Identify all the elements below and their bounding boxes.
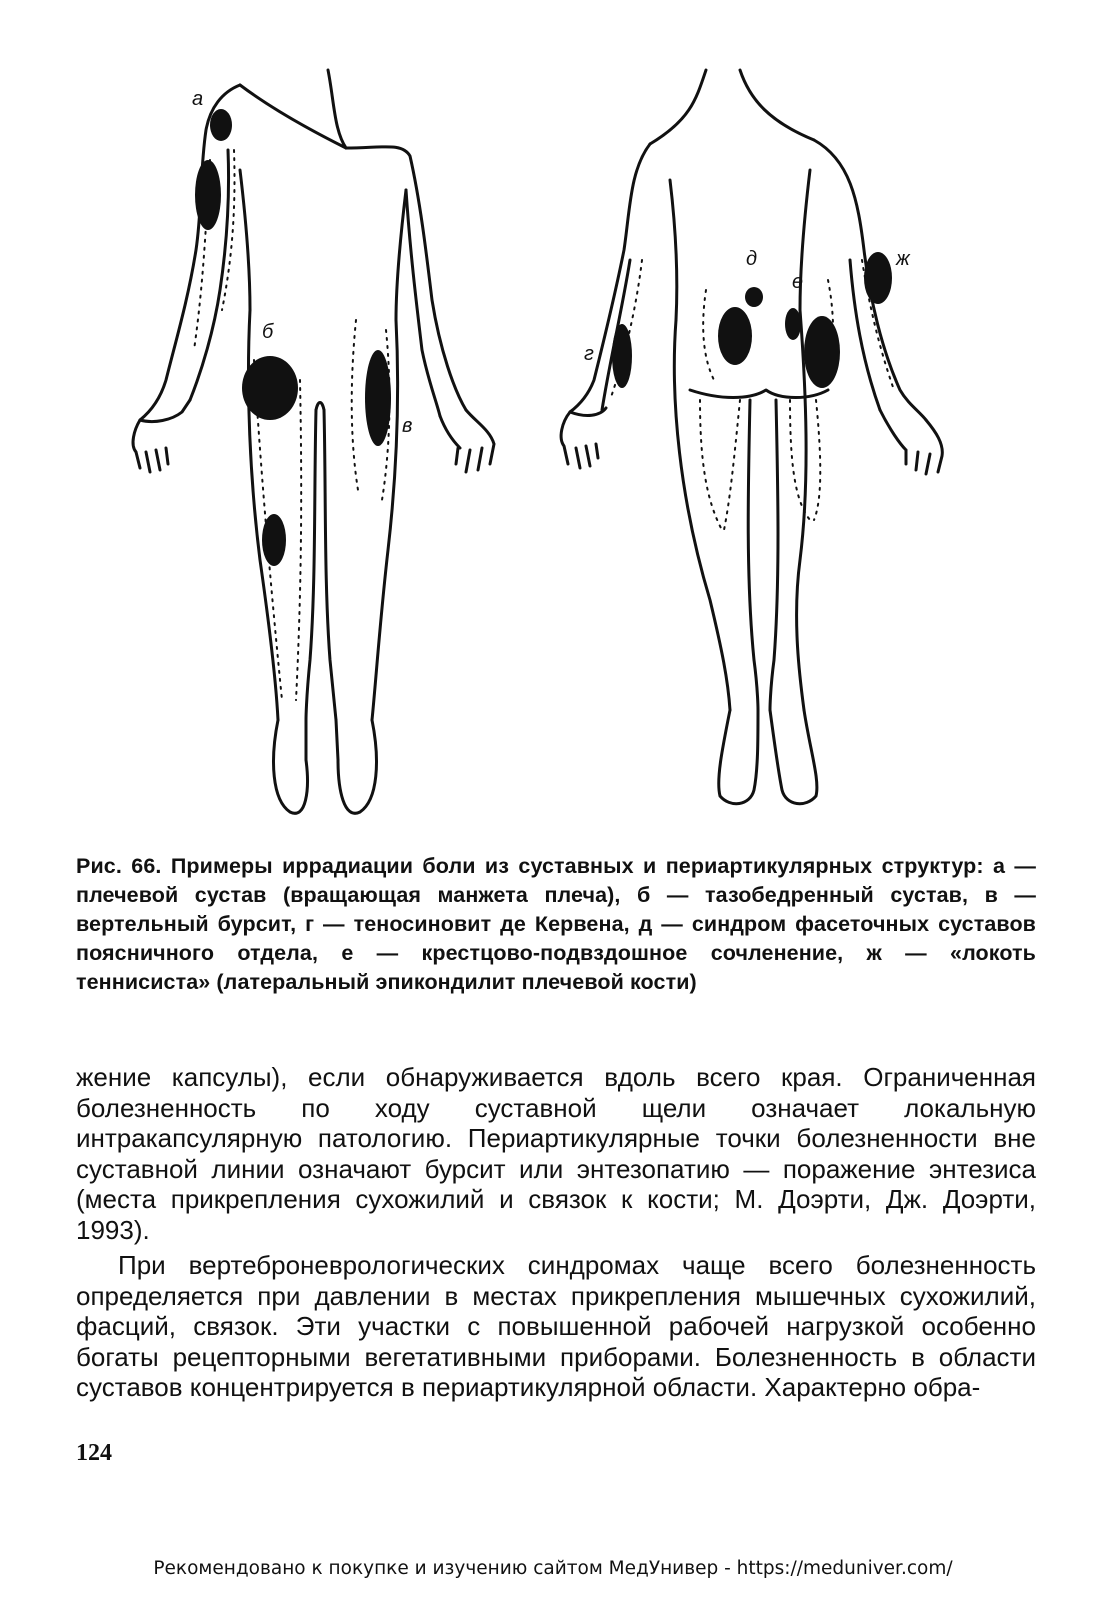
front-pain-spots (195, 109, 391, 566)
spot-a-arm (195, 160, 221, 230)
spot-a-shoulder (210, 109, 232, 141)
label-e: е (792, 271, 804, 293)
label-b: б (262, 321, 274, 343)
body-pain-diagram (110, 60, 990, 850)
caption-text: Примеры иррадиации боли из суставных и периартикулярных структур: а — плечевой сустав (вращающая манжета плеча), б — тазобедренный сустав, в — вертельный бурсит, г — теносиновит де Кервена, д — синдром фасеточных суставов поясничного отдела, е — крестцово-подвздошное сочленение, ж — «локоть теннисиста» (латеральный эпикондилит плечевой кости) (76, 854, 1037, 994)
footer-note: Рекомендовано к покупке и изучению сайтом МедУнивер - https://meduniver.com/ (153, 1558, 953, 1579)
figure-caption (76, 852, 1036, 997)
spot-d-buttock (718, 307, 752, 365)
front-body-outline (133, 70, 494, 813)
spot-e-buttock (804, 316, 840, 388)
body-paragraph-1: жение капсулы), если обнаруживается вдоль всего края. Ограниченная болезненность по ходу суставной щели означает локальную интракапсулярную патологию. Периартикулярные точки болезненности вне суставной линии означают бурсит или энтезопатию — поражение энтезиса (места прикрепления сухожилий и связок к кости; М. Доэрти, Дж. Доэрти, 1993). (76, 1062, 1036, 1245)
front-irradiation-zones (194, 150, 389, 700)
spot-g-wrist (612, 324, 632, 388)
label-a: а (192, 88, 204, 110)
spot-d-lumbar (745, 287, 763, 307)
page-number: 124 (76, 1440, 112, 1466)
back-body-outline (561, 70, 942, 804)
spot-b-knee (262, 514, 286, 566)
label-d: д (746, 248, 758, 270)
label-v: в (402, 415, 413, 437)
spot-e-sacroiliac (785, 308, 801, 340)
body-paragraph-2: При вертеброневрологических синдромах чаще всего болезненность определяется при давлении в местах прикрепления мышечных сухожилий, фасций, связок. Эти участки с повышенной рабочей нагрузкой особенно богаты рецепторными вегетативными приборами. Болезненность в области суставов концентрируется в периартикулярной области. Характерно обра- (76, 1250, 1036, 1402)
spot-b-hip (242, 356, 298, 420)
spot-zh-elbow (864, 252, 892, 304)
label-g: г (584, 343, 594, 365)
label-zh: ж (896, 248, 910, 270)
caption-number: Рис. 66. (76, 854, 162, 878)
spot-v-trochanter (365, 350, 391, 446)
